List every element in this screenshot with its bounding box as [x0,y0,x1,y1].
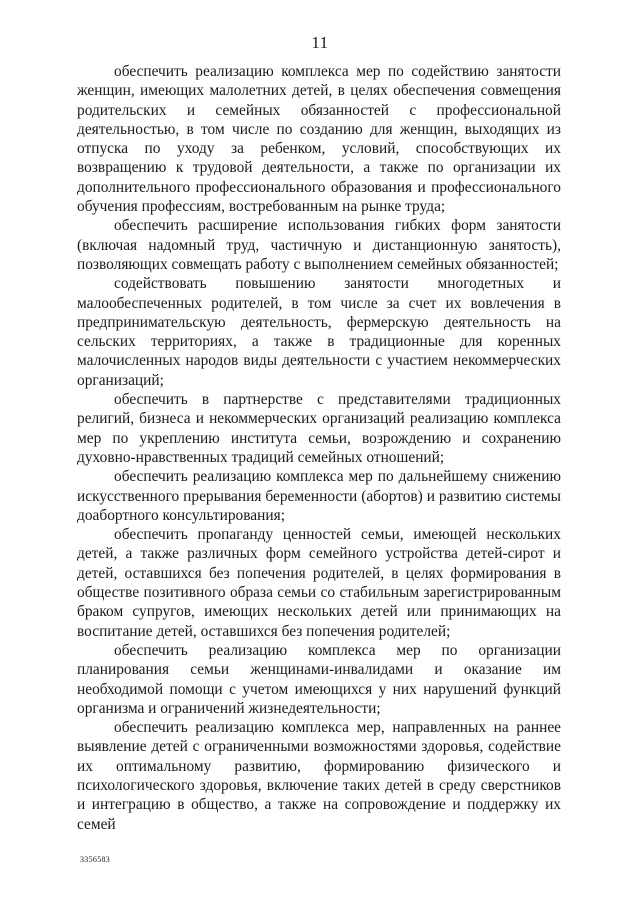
paragraph-family-values-promotion: обеспечить пропаганду ценностей семьи, имеющей нескольких детей, а также различных форм семейного устройства детей-сирот и детей, оставшихся без попечения родителей, в целях формирования в обществе позитивного образа семьи со стабильным зарегистрированным браком супругов, имеющих нескольких детей или принимающих на воспитание детей, оставшихся без попечения родителей; [77,526,561,640]
document-body [77,62,561,834]
paragraph-family-institution: обеспечить в партнерстве с представителями традиционных религий, бизнеса и некоммерческих организаций реализацию комплекса мер по укреплению института семьи, возрождению и сохранению духовно-нравственных традиций семейных отношений; [77,391,561,466]
paragraph-early-detection-children: обеспечить реализацию комплекса мер, направленных на раннее выявление детей с ограниченными возможностями здоровья, содействие их оптимальному развитию, формированию физического и психологического здоровья, включение таких детей в среду сверстников и интеграцию в общество, а также на сопровождение и поддержку их семей [77,719,561,833]
paragraph-flexible-employment: обеспечить расширение использования гибких форм занятости (включая надомный труд, частичную и дистанционную занятость), позволяющих совмещать работу с выполнением семейных обязанностей; [77,217,561,273]
paragraph-large-families-employment: содействовать повышению занятости многодетных и малообеспеченных родителей, в том числе за счет их вовлечения в предпринимательскую деятельность, фермерскую деятельность на сельских территориях, а также в традиционные для коренных малочисленных народов виды деятельности с участием некоммерческих организаций; [77,275,561,389]
paragraph-women-employment: обеспечить реализацию комплекса мер по содействию занятости женщин, имеющих малолетних детей, в целях обеспечения совмещения родительских и семейных обязанностей с профессиональной деятельностью, в том числе по созданию для женщин, выходящих из отпуска по уходу за ребенком, условий, способствующих их возвращению к трудовой деятельности, а также по организации их дополнительного профессионального образования и профессионального обучения профессиям, востребованным на рынке труда; [77,63,561,216]
paragraph-abortion-reduction: обеспечить реализацию комплекса мер по дальнейшему снижению искусственного прерывания беременности (абортов) и развитию системы доабортного консультирования; [77,468,561,524]
page-number: 11 [311,33,329,52]
paragraph-family-planning-disabled: обеспечить реализацию комплекса мер по организации планирования семьи женщинами-инвалидами и оказание им необходимой помощи с учетом имеющихся у них нарушений функций организма и ограничений жизнедеятельности; [77,641,561,717]
document-id: 3356583 [80,855,111,864]
